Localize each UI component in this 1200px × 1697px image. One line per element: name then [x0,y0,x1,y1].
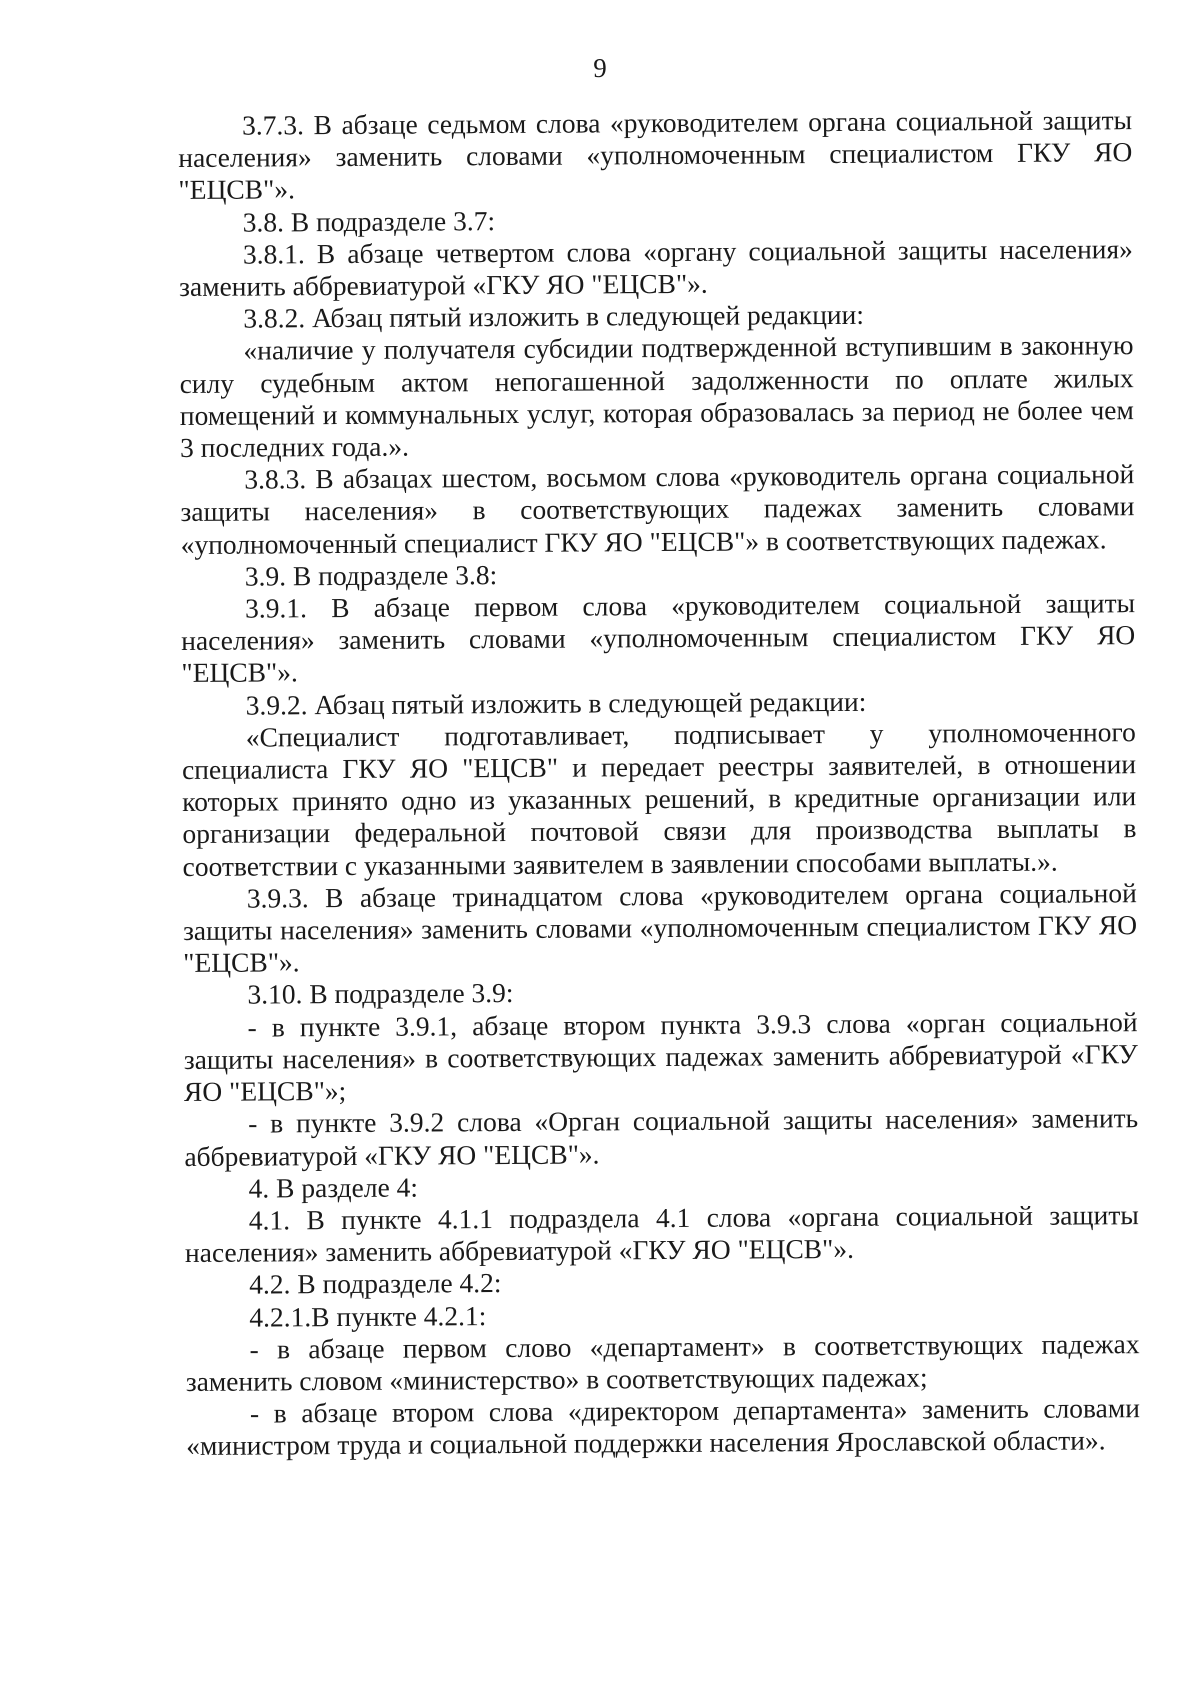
document-body [178,104,1140,1462]
paragraph-4-2-1: 4.2.1.В пункте 4.2.1: [249,1299,487,1333]
paragraph-3-10-item-2: - в пункте 3.9.2 слова «Орган социальной защиты населения» заменить аббревиатурой «ГКУ ЯО "ЕЦСВ"». [184,1102,1139,1172]
paragraph-4-2-1-item-2: - в абзаце втором слова «директором департамента» заменить словами «министром труда и социальной поддержки населения Ярославской области». [186,1392,1141,1462]
paragraph-3-8-1: 3.8.1. В абзаце четвертом слова «органу социальной защиты населения» заменить аббревиатурой «ГКУ ЯО "ЕЦСВ"». [178,232,1133,303]
paragraph-3-9-2-quote: «Специалист подготавливает, подписывает у уполномоченного специалиста ГКУ ЯО "ЕЦСВ" и передает реестры заявителей, в отношении которых принято одно из указанных решений, в кредитные организации или организации федеральной почтовой связи для производства выплаты в соответствии с указанными заявителем в заявлении способами выплаты.». [181,716,1137,882]
paragraph-3-8: 3.8. В подразделе 3.7: [242,204,496,238]
paragraph-3-9: 3.9. В подразделе 3.8: [244,558,498,592]
paragraph-3-8-2: 3.8.2. Абзац пятый изложить в следующей редакции: [243,299,865,334]
paragraph-3-8-2-quote: «наличие у получателя субсидии подтвержденной вступившим в законную силу судебным актом непогашенной задолженности по оплате жилых помещений и коммунальных услуг, которая образовалась за период не более чем 3 последних года.». [179,329,1134,464]
page-number: 9 [593,53,607,83]
paragraph-3-9-1: 3.9.1. В абзаце первом слова «руководителем социальной защиты населения» заменить словами «уполномоченным специалистом ГКУ ЯО "ЕЦСВ"». [181,587,1136,689]
paragraph-4: 4. В разделе 4: [248,1171,419,1204]
paragraph-3-10: 3.10. В подразделе 3.9: [247,977,514,1011]
paragraph-3-9-3: 3.9.3. В абзаце тринадцатом слова «руководителем органа социальной защиты населения» заменить словами «уполномоченным специалистом ГКУ ЯО "ЕЦСВ"». [182,877,1138,979]
paragraph-4-2-1-item-1: - в абзаце первом слово «департамент» в соответствующих падежах заменить словом «министерство» в соответствующих падежах; [185,1327,1140,1397]
paragraph-3-7-3: 3.7.3. В абзаце седьмом слова «руководителем органа социальной защиты населения» заменить словами «уполномоченным специалистом ГКУ ЯО "ЕЦСВ"». [178,104,1133,206]
paragraph-3-8-3: 3.8.3. В абзацах шестом, восьмом слова «руководитель органа социальной защиты населения» в соответствующих падежах заменить словами «уполномоченный специалист ГКУ ЯО "ЕЦСВ"» в соответствующих падежах. [180,458,1135,560]
paragraph-4-1: 4.1. В пункте 4.1.1 подраздела 4.1 слова «органа социальной защиты населения» заменить аббревиатурой «ГКУ ЯО "ЕЦСВ"». [184,1199,1139,1269]
paragraph-3-10-item-1: - в пункте 3.9.1, абзаце втором пункта 3.9.3 слова «орган социальной защиты населения» в соответствующих падежах заменить аббревиатурой «ГКУ ЯО "ЕЦСВ"»; [183,1005,1138,1108]
paragraph-3-9-2: 3.9.2. Абзац пятый изложить в следующей редакции: [245,685,867,721]
paragraph-4-2: 4.2. В подразделе 4.2: [249,1267,502,1300]
